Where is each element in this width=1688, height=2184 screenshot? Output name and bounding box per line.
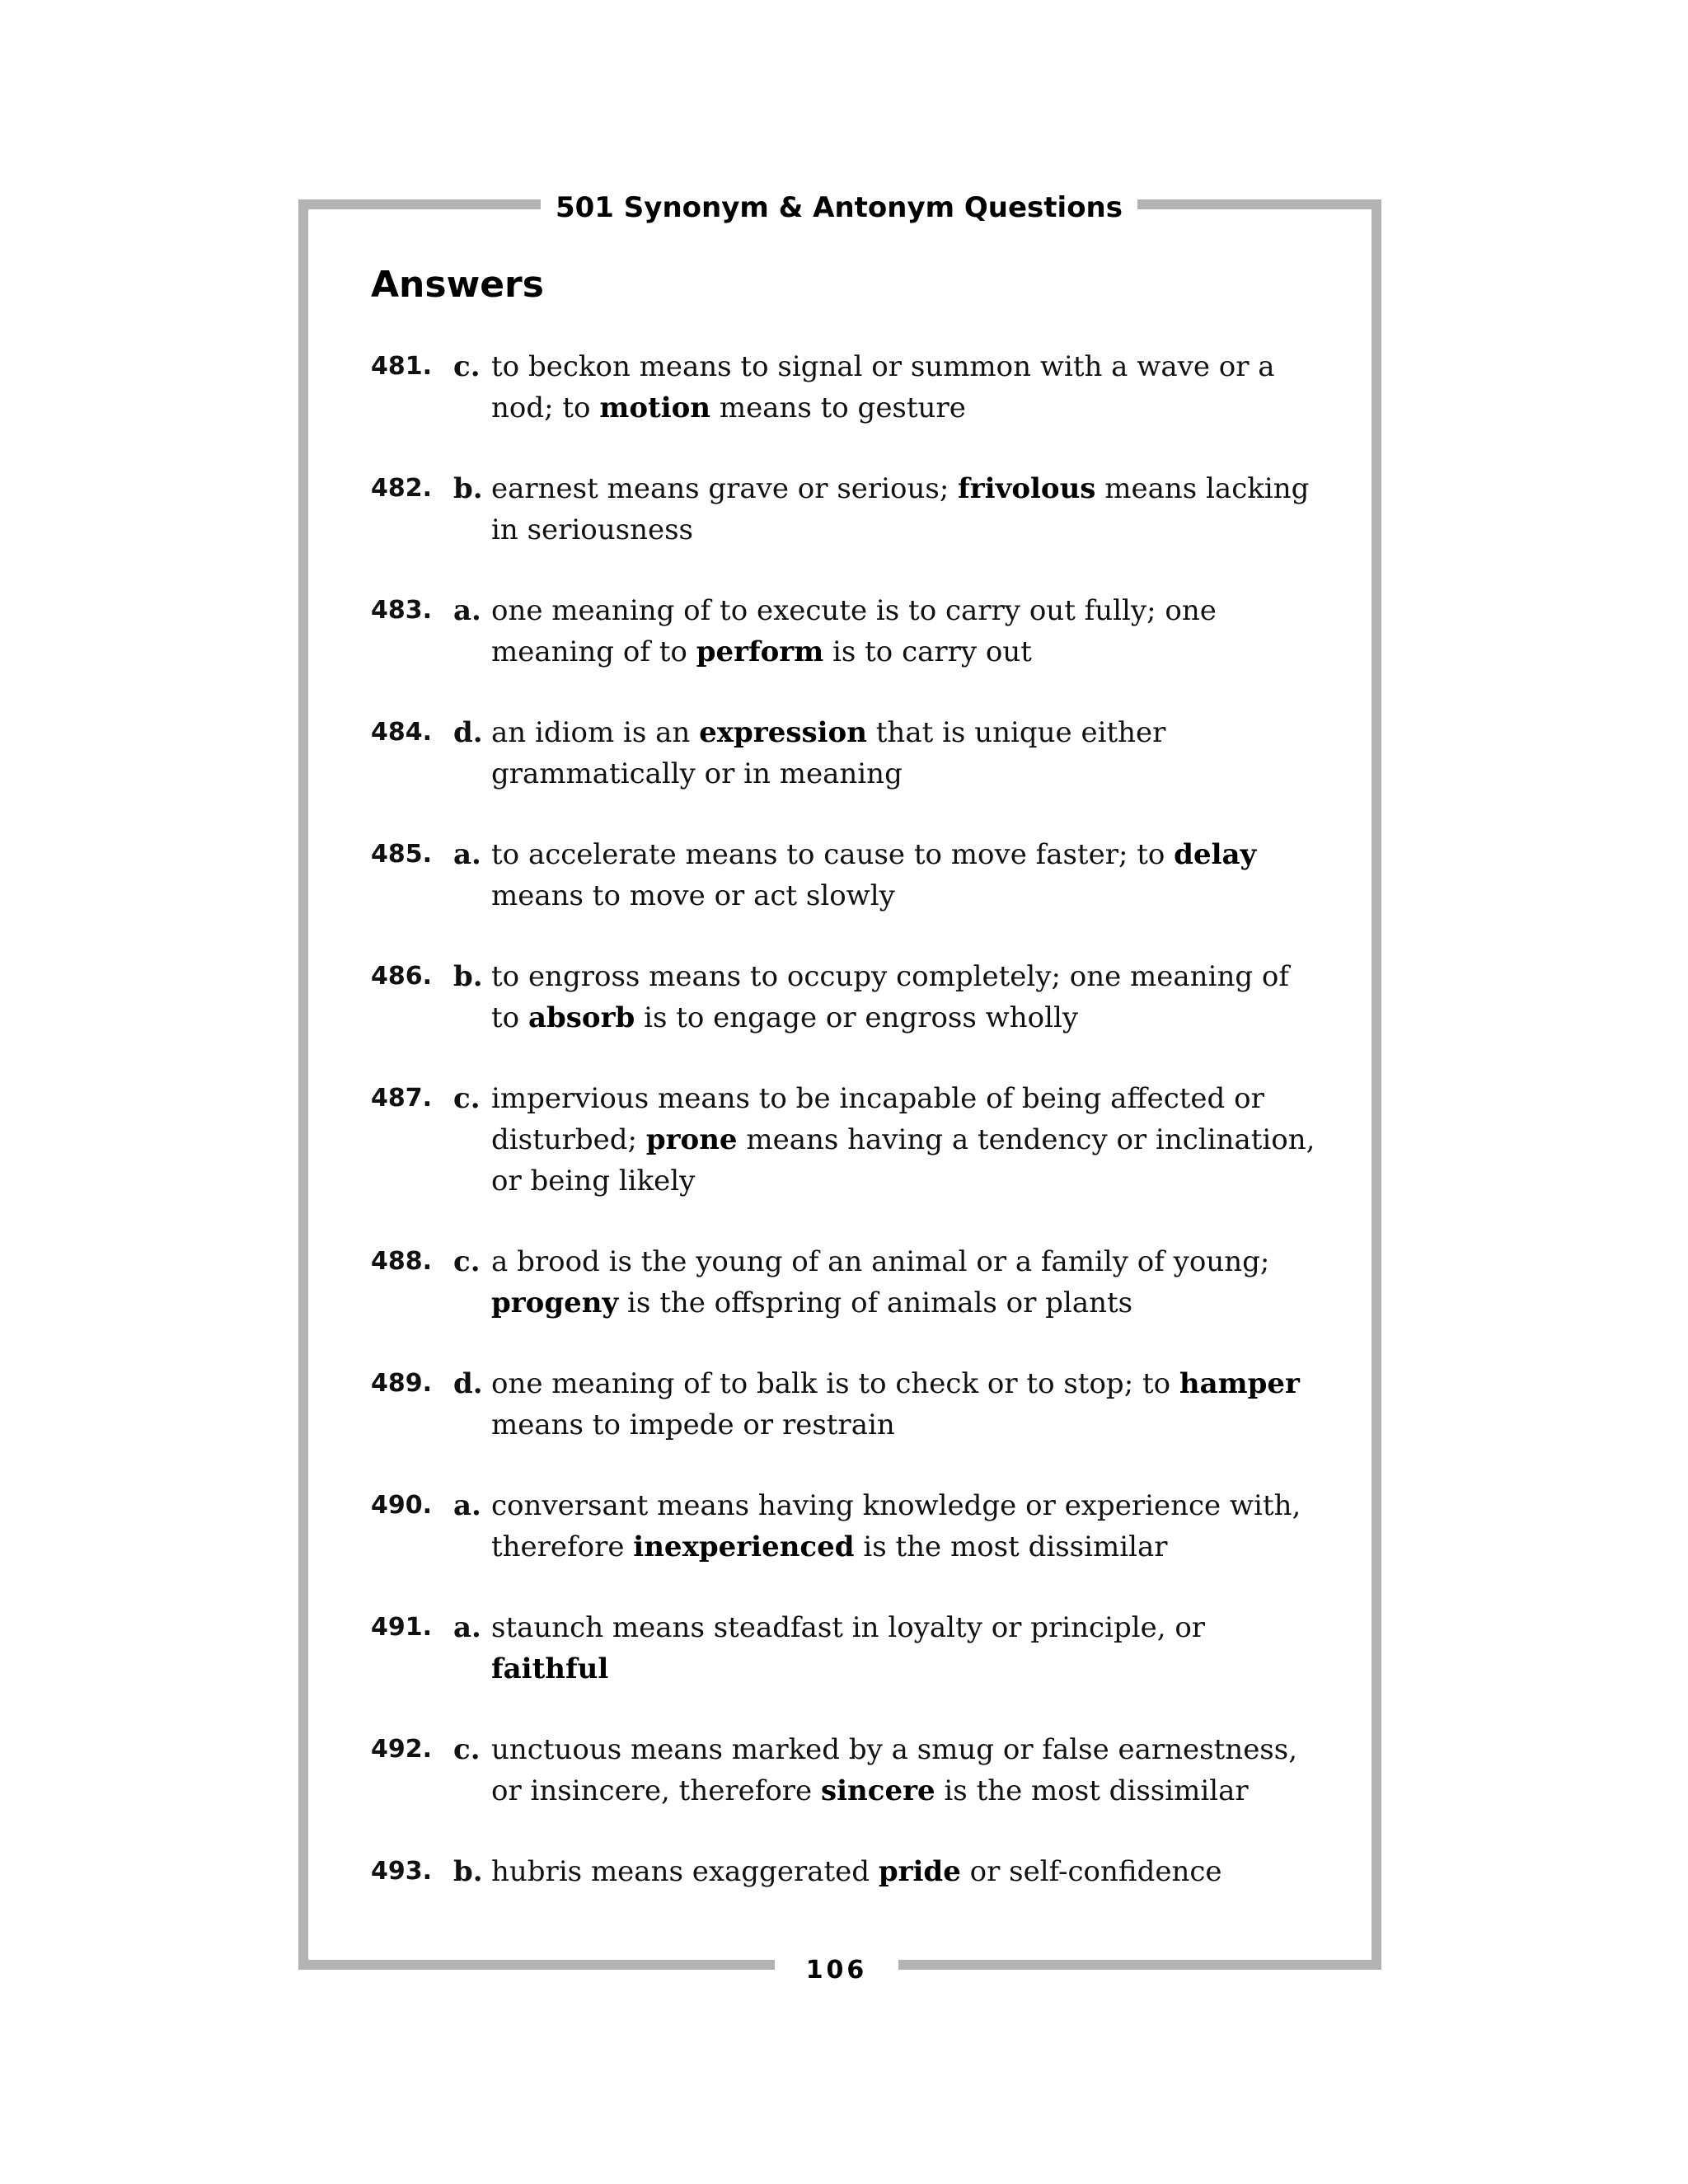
explanation-text: hubris means exaggerated xyxy=(491,1855,879,1888)
explanation-text: earnest means grave or serious; xyxy=(491,472,959,505)
answer-keyword: expression xyxy=(699,716,867,749)
answer-number: 483. xyxy=(371,596,433,625)
answer-item xyxy=(371,712,1319,794)
answer-keyword: sincere xyxy=(820,1774,935,1807)
answer-number: 488. xyxy=(371,1247,433,1276)
answer-item xyxy=(371,468,1319,551)
answer-explanation xyxy=(491,1082,1315,1197)
section-heading: Answers xyxy=(371,264,544,306)
answer-number: 490. xyxy=(371,1491,433,1520)
explanation-text: is to carry out xyxy=(823,635,1032,668)
answer-explanation xyxy=(491,1855,1222,1888)
explanation-text: one meaning of to balk is to check or to stop; to xyxy=(491,1367,1179,1400)
answer-explanation xyxy=(491,960,1289,1034)
answer-explanation xyxy=(491,1489,1301,1563)
answer-letter: d. xyxy=(453,1367,483,1400)
answer-list xyxy=(371,346,1319,1932)
answer-item xyxy=(371,956,1319,1038)
answer-item xyxy=(371,590,1319,673)
answer-keyword: frivolous xyxy=(958,472,1096,505)
answer-letter: c. xyxy=(453,1733,481,1766)
explanation-text: means to gesture xyxy=(710,391,966,424)
answer-keyword: absorb xyxy=(528,1001,635,1034)
answer-keyword: progeny xyxy=(491,1286,619,1319)
answer-item xyxy=(371,1851,1319,1892)
answer-number: 492. xyxy=(371,1735,433,1764)
answer-keyword: pride xyxy=(878,1855,961,1888)
explanation-text: conversant means having knowledge or experience with, therefore xyxy=(491,1489,1301,1563)
answer-explanation xyxy=(491,594,1217,668)
answer-explanation xyxy=(491,350,1275,424)
answer-keyword: hamper xyxy=(1179,1367,1300,1400)
explanation-text: impervious means to be incapable of being affected or disturbed; xyxy=(491,1082,1264,1156)
answer-item xyxy=(371,1241,1319,1324)
answer-explanation xyxy=(491,472,1309,546)
answer-item xyxy=(371,1363,1319,1446)
answer-explanation xyxy=(491,716,1165,790)
explanation-text: is the most dissimilar xyxy=(854,1530,1168,1563)
answer-letter: a. xyxy=(453,1489,481,1522)
answer-explanation xyxy=(491,1245,1269,1319)
answer-item xyxy=(371,834,1319,916)
explanation-text: an idiom is an xyxy=(491,716,700,749)
answer-number: 491. xyxy=(371,1613,433,1642)
answer-explanation xyxy=(491,838,1256,912)
page-number: 106 xyxy=(775,1948,898,1993)
explanation-text: to beckon means to signal or summon with a wave or a nod; to xyxy=(491,350,1275,424)
answer-explanation xyxy=(491,1367,1300,1441)
explanation-text: means having a tendency or inclination, or being likely xyxy=(491,1123,1315,1197)
answer-keyword: motion xyxy=(599,391,711,424)
answer-explanation xyxy=(491,1733,1297,1807)
answer-number: 486. xyxy=(371,962,433,991)
answer-number: 481. xyxy=(371,352,433,381)
answer-letter: a. xyxy=(453,1611,481,1644)
answer-item xyxy=(371,346,1319,429)
answer-keyword: delay xyxy=(1174,838,1257,871)
answer-item xyxy=(371,1078,1319,1202)
explanation-text: a brood is the young of an animal or a family of young; xyxy=(491,1245,1270,1278)
explanation-text: means lacking in seriousness xyxy=(491,472,1310,546)
answer-keyword: faithful xyxy=(491,1652,609,1685)
answer-item xyxy=(371,1485,1319,1568)
answer-letter: b. xyxy=(453,472,483,505)
explanation-text: means to move or act slowly xyxy=(491,879,895,912)
explanation-text: one meaning of to execute is to carry out fully; one meaning of to xyxy=(491,594,1217,668)
answer-keyword: perform xyxy=(696,635,824,668)
answer-letter: d. xyxy=(453,716,483,749)
answer-number: 487. xyxy=(371,1084,433,1113)
answer-number: 489. xyxy=(371,1369,433,1398)
answer-item xyxy=(371,1729,1319,1811)
answer-letter: b. xyxy=(453,1855,483,1888)
explanation-text: is to engage or engross wholly xyxy=(635,1001,1079,1034)
answer-letter: b. xyxy=(453,960,483,993)
answer-number: 482. xyxy=(371,474,433,503)
explanation-text: is the offspring of animals or plants xyxy=(618,1286,1133,1319)
explanation-text: that is unique either grammatically or in meaning xyxy=(491,716,1166,790)
explanation-text: staunch means steadfast in loyalty or principle, or xyxy=(491,1611,1206,1644)
explanation-text: unctuous means marked by a smug or false earnestness, or insincere, therefore xyxy=(491,1733,1298,1807)
answer-explanation xyxy=(491,1611,1205,1685)
explanation-text: is the most dissimilar xyxy=(935,1774,1249,1807)
explanation-text: means to impede or restrain xyxy=(491,1408,895,1441)
explanation-text: to engross means to occupy completely; one meaning of to xyxy=(491,960,1289,1034)
answer-letter: c. xyxy=(453,1245,481,1278)
running-header-title: 501 Synonym & Antonym Questions xyxy=(541,185,1137,231)
answer-number: 484. xyxy=(371,718,433,747)
answer-item xyxy=(371,1607,1319,1690)
answer-letter: a. xyxy=(453,594,481,627)
answer-number: 493. xyxy=(371,1857,433,1886)
answer-letter: c. xyxy=(453,350,481,383)
answer-keyword: inexperienced xyxy=(633,1530,855,1563)
answer-letter: c. xyxy=(453,1082,481,1115)
answer-keyword: prone xyxy=(645,1123,738,1156)
explanation-text: to accelerate means to cause to move faster; to xyxy=(491,838,1175,871)
answer-number: 485. xyxy=(371,840,433,869)
explanation-text: or self-confidence xyxy=(960,1855,1222,1888)
answer-letter: a. xyxy=(453,838,481,871)
